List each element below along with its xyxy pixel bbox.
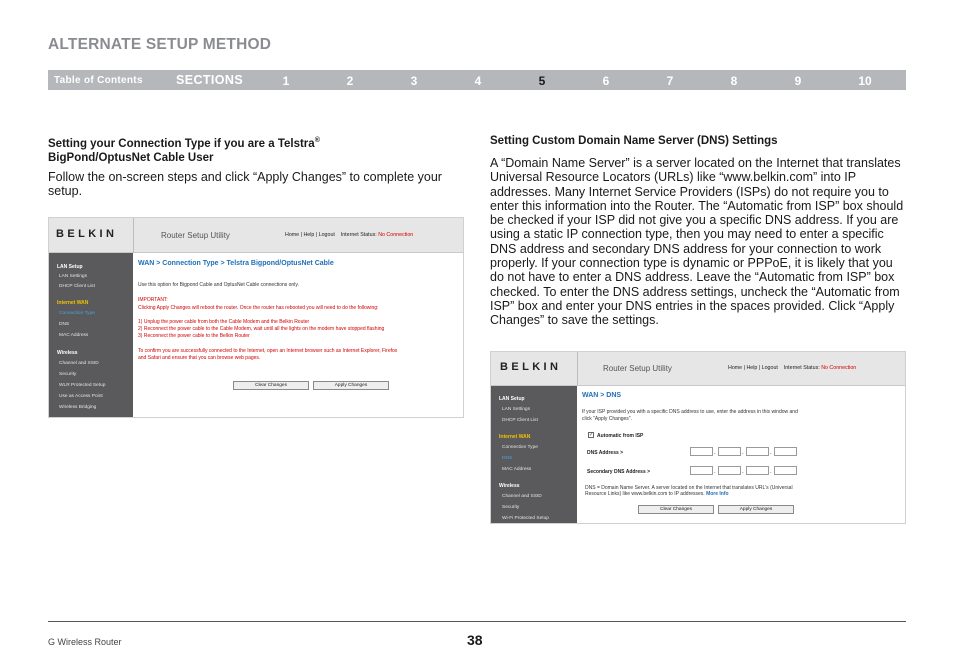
secondary-dns-octet-3-input[interactable] xyxy=(746,466,769,475)
secondary-dns-octet-1-input[interactable] xyxy=(690,466,713,475)
ip-dot: . xyxy=(714,450,716,456)
content-intro-line-1: If your ISP provided you with a specific DNS address to use, enter the address in this window and xyxy=(582,409,798,415)
sidebar-item-access-point[interactable]: Use as Access Point xyxy=(59,394,103,399)
left-heading xyxy=(48,134,448,165)
router-sidebar xyxy=(491,386,577,524)
apply-changes-button[interactable]: Apply Changes xyxy=(313,381,389,390)
ip-dot: . xyxy=(714,469,716,475)
sidebar-group-internet-wan[interactable]: Internet WAN xyxy=(499,434,531,440)
sidebar-group-internet-wan[interactable]: Internet WAN xyxy=(57,300,89,306)
ip-dot: . xyxy=(770,469,772,475)
router-top-nav xyxy=(728,365,856,371)
clear-changes-button[interactable]: Clear Changes xyxy=(638,505,714,514)
right-body: A “Domain Name Server” is a server located on the Internet that translates Universal Resource Locators (URLs) like “www.belkin.com” into IP addresses. Many Internet Service Providers (ISPs) do not require you to enter this information into the Router. The “Automatic from ISP” box should be checked if your ISP did not give you a specific DNS address. If you are using a static IP connection type, then you may need to enter a specific DNS address and secondary DNS address for your connection to work properly. If your connection type is dynamic or PPPoE, it is likely that you do not have to enter a DNS address. Leave the “Automatic from ISP” box checked. To enter the DNS address settings, uncheck the “Automatic from ISP” box and enter your DNS entries in the spaces provided. Click “Apply Changes” to save the settings. xyxy=(490,156,904,328)
router-screenshot-cable xyxy=(48,217,464,418)
content-intro: Use this option for Bigpond Cable and OptusNet Cable connections only. xyxy=(138,282,299,288)
table-of-contents-link[interactable]: Table of Contents xyxy=(54,75,143,86)
utility-title: Router Setup Utility xyxy=(603,364,672,373)
right-heading: Setting Custom Domain Name Server (DNS) Settings xyxy=(490,135,778,147)
sections-label: SECTIONS xyxy=(176,73,244,87)
left-body: Follow the on-screen steps and click “Apply Changes” to complete your setup. xyxy=(48,170,442,199)
sidebar-item-channel[interactable]: Channel and SSID xyxy=(59,361,99,366)
more-info-link[interactable]: More Info xyxy=(706,491,729,497)
sidebar-group-wireless[interactable]: Wireless xyxy=(499,483,520,489)
sidebar-item-dns[interactable]: DNS xyxy=(502,456,513,461)
sidebar-item-mac[interactable]: MAC Address xyxy=(59,333,89,338)
section-link-4[interactable]: 4 xyxy=(474,74,482,88)
header-divider xyxy=(133,218,134,253)
section-link-1[interactable]: 1 xyxy=(282,74,290,88)
dns-footnote-line-1: DNS = Domain Name Server. A server located on the Internet that translates URL's (Universal xyxy=(585,485,793,491)
internet-status-value: No Connection xyxy=(821,365,857,371)
router-header xyxy=(49,218,463,253)
step-2: 2) Reconnect the power cable to the Cable Modem, wait until all the lights on the modem have stopped flashing xyxy=(138,326,385,332)
dns-address-label: DNS Address > xyxy=(587,450,624,456)
secondary-dns-octet-4-input[interactable] xyxy=(774,466,797,475)
sidebar-item-dns[interactable]: DNS xyxy=(59,322,70,327)
dns-octet-1-input[interactable] xyxy=(690,447,713,456)
sidebar-item-security[interactable]: Security xyxy=(502,505,520,510)
confirm-line-2: and Safari and ensure that you can browse web pages. xyxy=(138,355,261,361)
sidebar-item-lan-settings[interactable]: LAN Settings xyxy=(59,274,87,279)
router-screenshot-dns xyxy=(490,351,906,524)
confirm-line-1: To confirm you are successfully connected to the Internet, open an Internet browser such as Internet Explorer, Firefox xyxy=(138,348,398,354)
registered-mark: ® xyxy=(314,137,320,144)
clear-changes-button[interactable]: Clear Changes xyxy=(233,381,309,390)
sidebar-item-wlr[interactable]: WLR Protected Setup xyxy=(59,383,106,388)
sidebar-group-lan-setup[interactable]: LAN Setup xyxy=(499,396,525,402)
footer-divider xyxy=(48,621,906,622)
content-title: WAN > DNS xyxy=(582,392,622,399)
sidebar-item-mac[interactable]: MAC Address xyxy=(502,467,532,472)
important-label: IMPORTANT: xyxy=(138,297,168,303)
left-heading-line2: BigPond/OptusNet Cable User xyxy=(48,151,214,164)
sidebar-item-security[interactable]: Security xyxy=(59,372,77,377)
section-nav-bar xyxy=(48,70,906,90)
dns-octet-4-input[interactable] xyxy=(774,447,797,456)
sidebar-item-dhcp[interactable]: DHCP Client List xyxy=(502,418,538,423)
secondary-dns-octet-2-input[interactable] xyxy=(718,466,741,475)
automatic-from-isp-label: Automatic from ISP xyxy=(597,433,644,439)
ip-dot: . xyxy=(742,450,744,456)
sidebar-item-lan-settings[interactable]: LAN Settings xyxy=(502,407,530,412)
sidebar-item-connection-type[interactable]: Connection Type xyxy=(59,311,95,316)
sidebar-item-dhcp[interactable]: DHCP Client List xyxy=(59,284,95,289)
belkin-logo: BELKIN xyxy=(500,361,562,373)
automatic-from-isp-checkbox[interactable]: ✓ xyxy=(589,432,594,438)
section-link-10[interactable]: 10 xyxy=(858,74,872,88)
page-number: 38 xyxy=(467,632,483,648)
section-link-2[interactable]: 2 xyxy=(346,74,354,88)
ip-dot: . xyxy=(770,450,772,456)
content-intro-line-2: click "Apply Changes". xyxy=(582,416,632,422)
header-divider xyxy=(577,352,578,386)
router-sidebar xyxy=(49,253,133,418)
internet-status-label: Internet Status: xyxy=(340,232,377,238)
step-3: 3) Reconnect the power cable to the Belkin Router xyxy=(138,333,250,339)
sidebar-item-bridging[interactable]: Wireless Bridging xyxy=(59,405,97,410)
apply-changes-button[interactable]: Apply Changes xyxy=(718,505,794,514)
router-header xyxy=(491,352,905,386)
content-title: WAN > Connection Type > Telstra Bigpond/OptusNet Cable xyxy=(138,260,334,267)
router-top-nav xyxy=(285,232,413,238)
sidebar-item-channel[interactable]: Channel and SSID xyxy=(502,494,542,499)
dns-footnote-text: Resource Links) like www.belkin.com to IP addresses. xyxy=(585,491,705,497)
footer-product-name: G Wireless Router xyxy=(48,637,122,647)
section-link-9[interactable]: 9 xyxy=(794,74,802,88)
belkin-logo: BELKIN xyxy=(56,228,118,240)
sidebar-item-wifi-protected[interactable]: Wi-Fi Protected Setup xyxy=(502,516,549,521)
internet-status-label: Internet Status: xyxy=(783,365,820,371)
section-link-8[interactable]: 8 xyxy=(730,74,738,88)
dns-octet-3-input[interactable] xyxy=(746,447,769,456)
utility-title: Router Setup Utility xyxy=(161,231,230,240)
left-heading-line1: Setting your Connection Type if you are a Telstra xyxy=(48,137,315,150)
top-nav-links[interactable]: Home | Help | Logout xyxy=(285,232,335,238)
important-text: Clicking Apply Changes will reboot the router. Once the router has rebooted you will need to do the following: xyxy=(138,305,379,311)
section-link-3[interactable]: 3 xyxy=(410,74,418,88)
internet-status-value: No Connection xyxy=(378,232,414,238)
dns-octet-2-input[interactable] xyxy=(718,447,741,456)
sidebar-item-connection-type[interactable]: Connection Type xyxy=(502,445,538,450)
top-nav-links[interactable]: Home | Help | Logout xyxy=(728,365,778,371)
page-title: ALTERNATE SETUP METHOD xyxy=(48,36,272,53)
section-link-6[interactable]: 6 xyxy=(602,74,610,88)
step-1: 1) Unplug the power cable from both the Cable Modem and the Belkin Router xyxy=(138,319,310,325)
ip-dot: . xyxy=(742,469,744,475)
sidebar-group-lan-setup[interactable]: LAN Setup xyxy=(57,264,83,270)
dns-footnote-line-2 xyxy=(585,491,729,497)
section-link-7[interactable]: 7 xyxy=(666,74,674,88)
section-link-5[interactable]: 5 xyxy=(538,74,546,88)
secondary-dns-label: Secondary DNS Address > xyxy=(587,469,651,475)
sidebar-group-wireless[interactable]: Wireless xyxy=(57,350,78,356)
